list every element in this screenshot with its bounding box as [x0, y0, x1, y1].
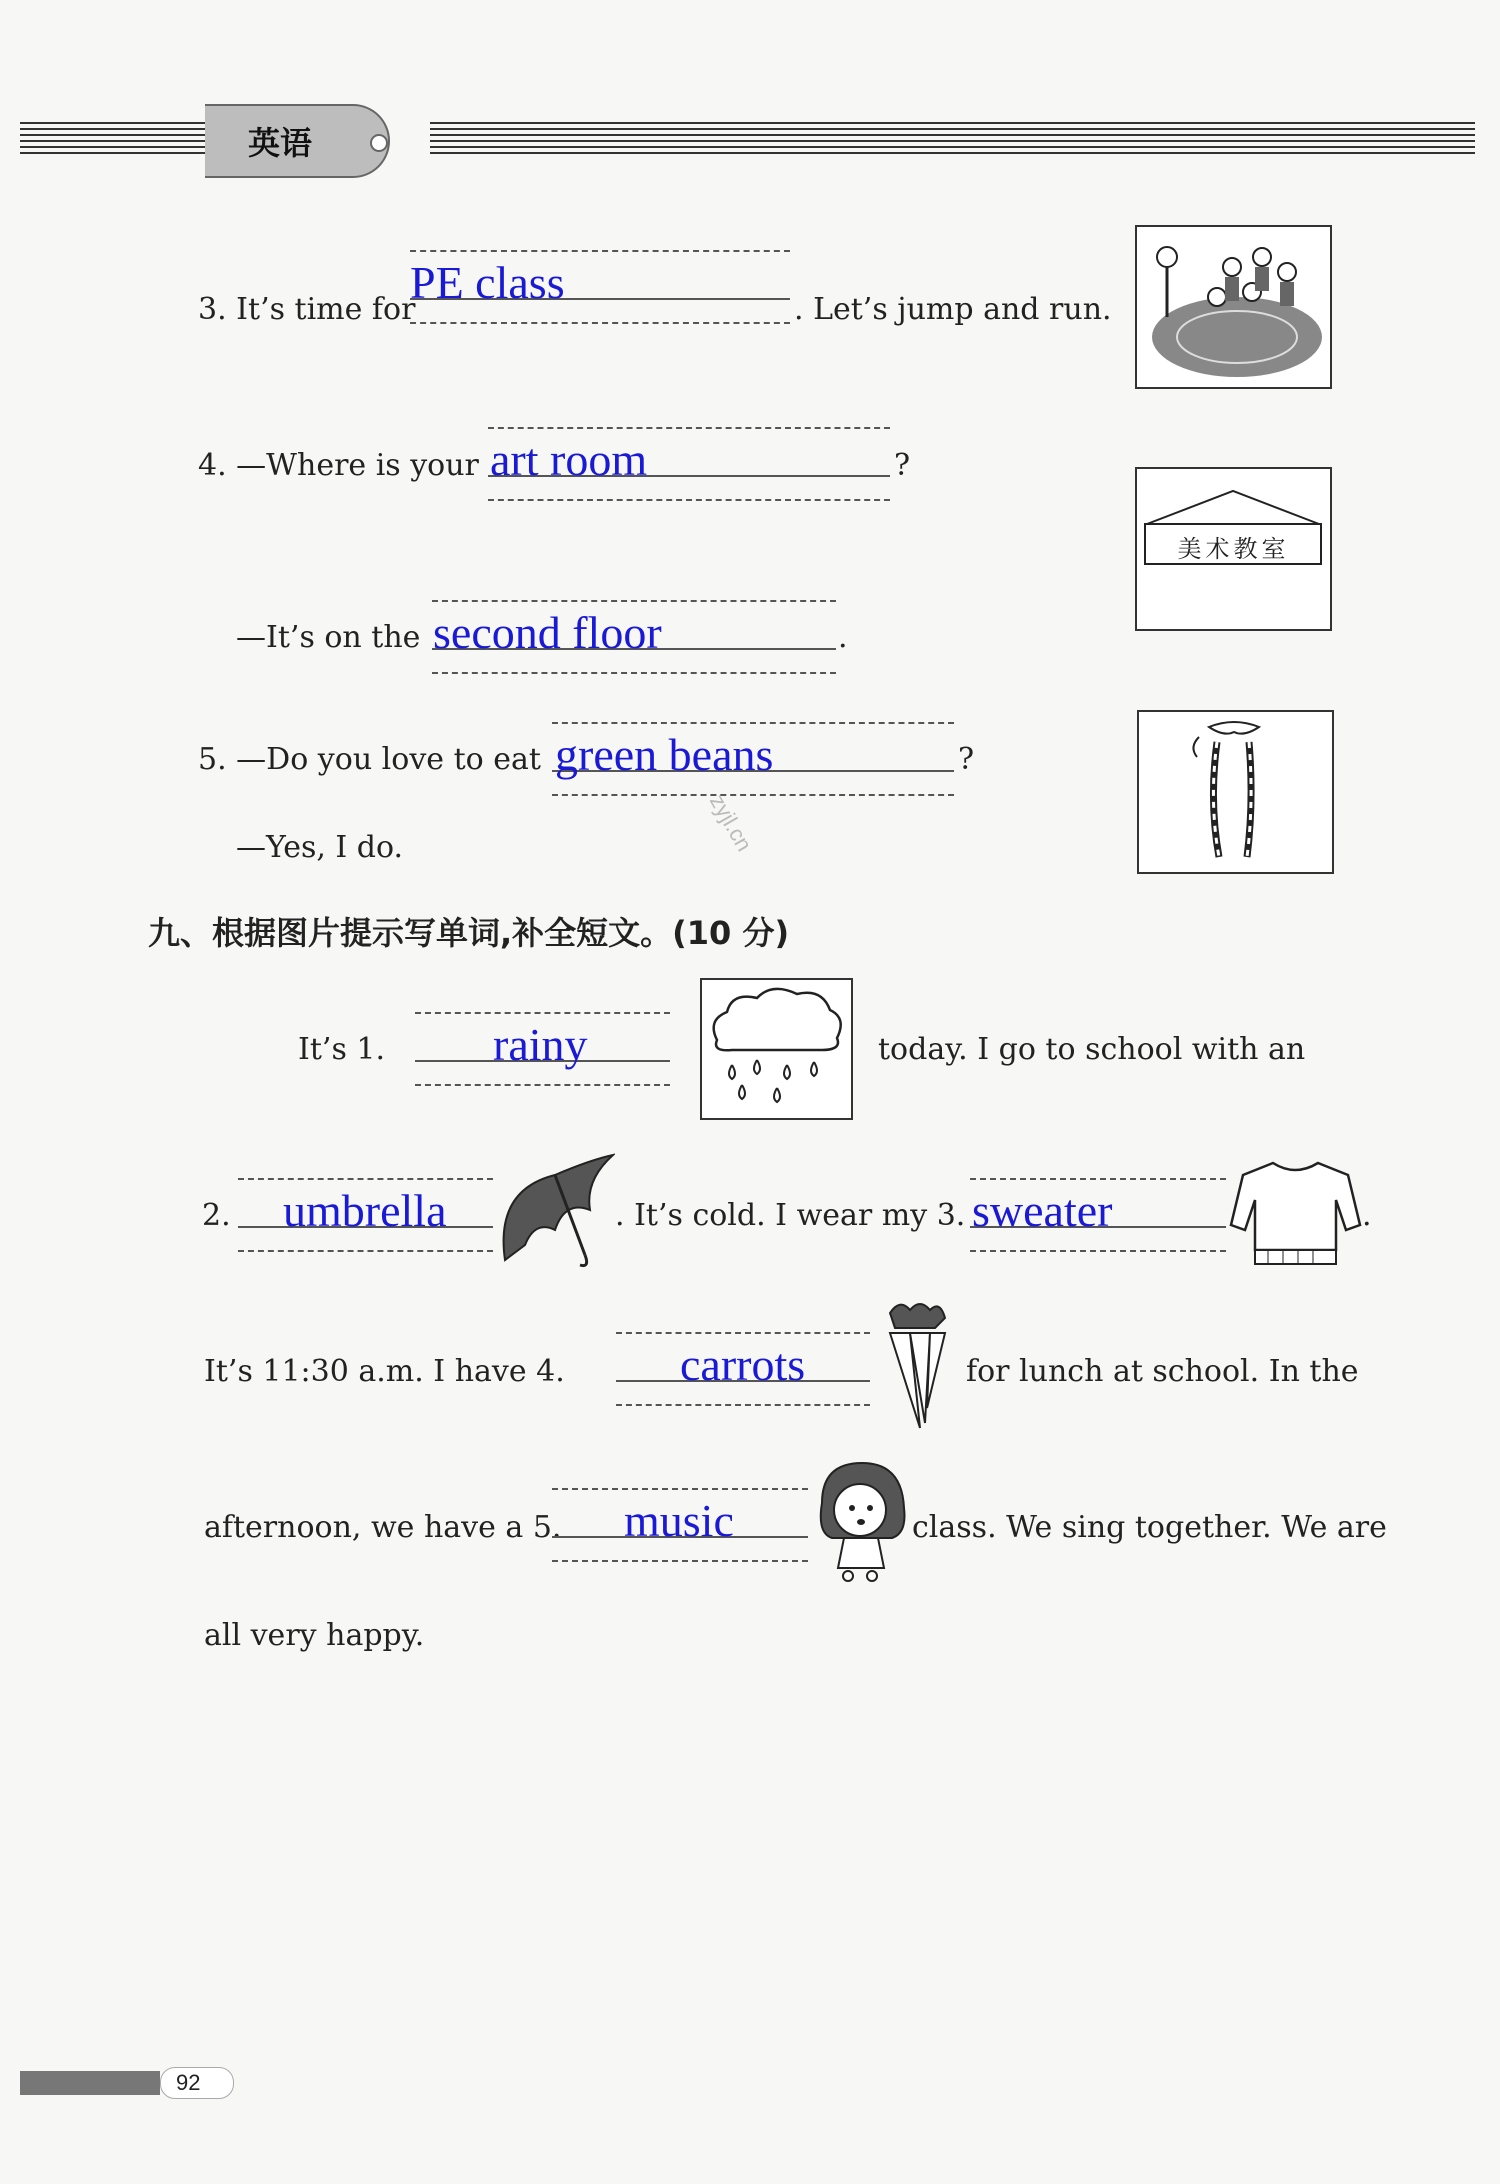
- green-beans-picture: [1137, 710, 1334, 874]
- passage-l4-suffix: class. We sing together. We are: [912, 1510, 1387, 1545]
- passage-l2-num: 2.: [202, 1198, 231, 1233]
- carrots-picture: [875, 1298, 955, 1433]
- pe-class-picture: [1135, 225, 1332, 389]
- watermark: zyjl.cn: [704, 790, 758, 856]
- q5-reply: —Yes, I do.: [236, 830, 404, 865]
- answer-4: carrots: [680, 1339, 806, 1390]
- header-stripes-right: [430, 122, 1475, 162]
- sweater-picture: [1228, 1155, 1363, 1270]
- tab-dot: [370, 134, 388, 152]
- answer-2: umbrella: [283, 1185, 447, 1236]
- passage-l4-prefix: afternoon, we have a 5.: [204, 1510, 562, 1545]
- passage-l5: all very happy.: [204, 1618, 425, 1653]
- passage-l3-suffix: for lunch at school. In the: [966, 1354, 1359, 1389]
- passage-l1-prefix: It’s 1.: [298, 1032, 385, 1067]
- q5-suffix: ?: [958, 742, 975, 777]
- q3-answer: PE class: [410, 257, 565, 308]
- q4-answer: art room: [490, 434, 648, 485]
- q4-prefix: 4. —Where is your: [198, 448, 479, 483]
- q4-suffix: ?: [894, 448, 911, 483]
- rainy-cloud-picture: [700, 978, 853, 1120]
- subject-label: 英语: [248, 124, 313, 162]
- header-stripes-left: [20, 122, 210, 162]
- q3-prefix: 3. It’s time for: [198, 292, 416, 327]
- answer-1: rainy: [493, 1019, 588, 1070]
- section-9-title: 九、根据图片提示写单词,补全短文。(10 分): [148, 914, 790, 952]
- answer-5: music: [624, 1495, 734, 1546]
- page-number: 92: [176, 2070, 201, 2095]
- umbrella-picture: [495, 1150, 615, 1275]
- passage-l2-end: .: [1362, 1198, 1372, 1233]
- singing-girl-picture: [812, 1458, 912, 1588]
- passage-l1-suffix: today. I go to school with an: [878, 1032, 1306, 1067]
- passage-l3-prefix: It’s 11:30 a.m. I have 4.: [204, 1354, 565, 1389]
- art-room-picture: [1135, 467, 1332, 631]
- q3-suffix: . Let’s jump and run.: [794, 292, 1112, 327]
- footer-bar: [20, 2071, 160, 2095]
- art-room-sign: 美术教室: [1177, 535, 1290, 563]
- passage-l2-mid: . It’s cold. I wear my 3.: [615, 1198, 966, 1233]
- q4-reply-prefix: —It’s on the: [236, 620, 421, 655]
- q5-answer: green beans: [555, 729, 774, 780]
- q4-reply-answer: second floor: [433, 607, 662, 658]
- answer-3: sweater: [972, 1185, 1113, 1236]
- q5-prefix: 5. —Do you love to eat: [198, 742, 541, 777]
- q4-reply-suffix: .: [838, 620, 848, 655]
